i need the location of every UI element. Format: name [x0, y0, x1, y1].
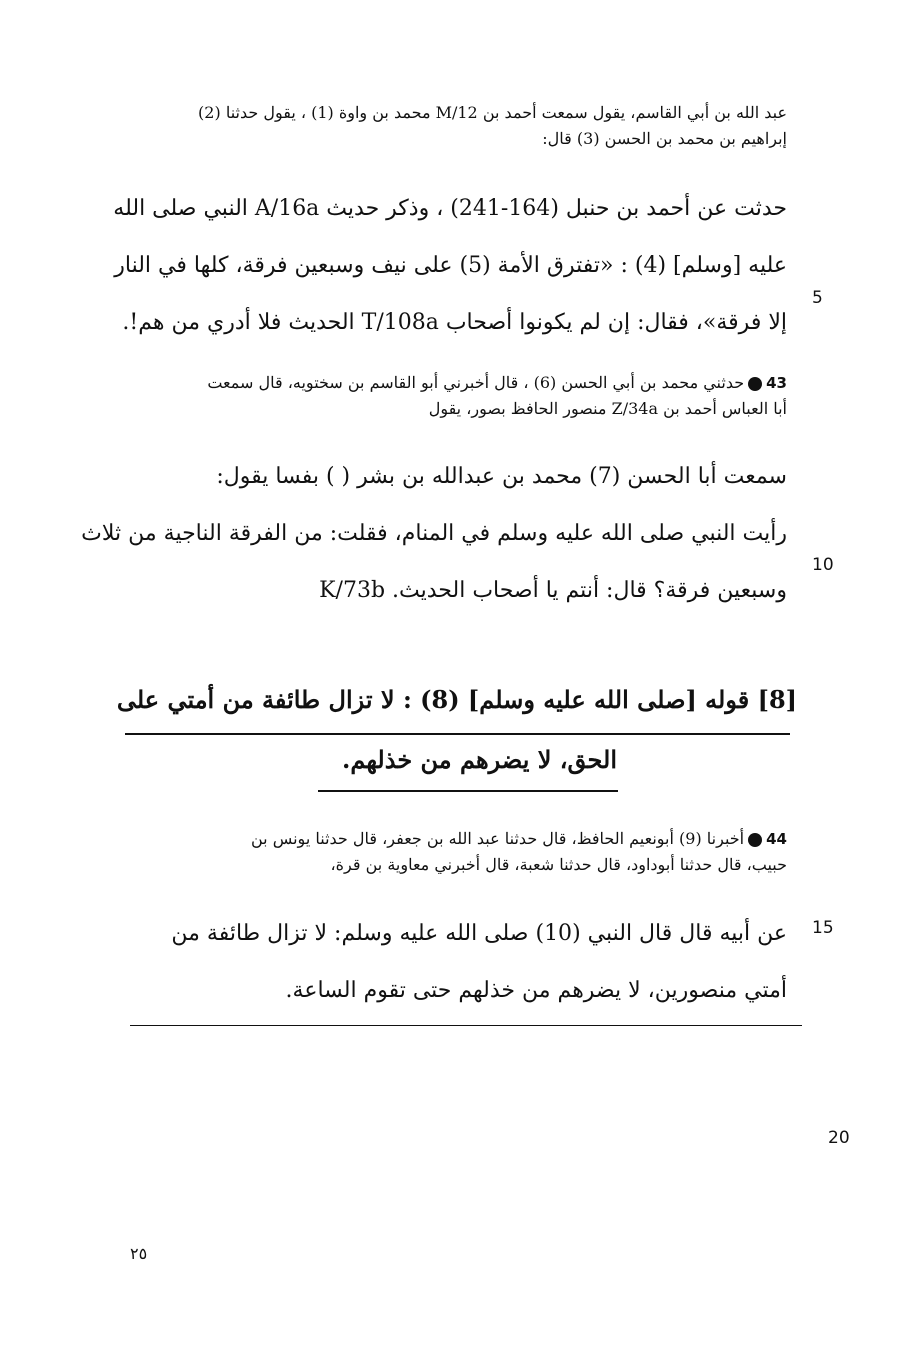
chapter-heading-line-1: [8] قوله [صلى الله عليه وسلم] (8) : لا تزال طائفة من أمتي على — [116, 685, 797, 714]
hadith-number: 44 — [766, 830, 787, 848]
footnote-separator — [130, 1025, 802, 1026]
isnad-line: حبيب، قال حدثنا أبوداود، قال حدثنا شعبة، قال أخبرني معاوية بن قرة، — [330, 855, 787, 874]
bullet-icon — [748, 833, 762, 847]
matn-line: حدثت عن أحمد بن حنبل (164-241) ، وذكر حديث A/16a النبي صلى الله — [113, 196, 787, 221]
line-number: 10 — [812, 555, 834, 575]
chapter-heading-line-2: الحق، لا يضرهم من خذلهم. — [342, 745, 617, 774]
isnad-block-1 — [97, 100, 787, 152]
matn-line: وسبعين فرقة؟ قال: أنتم يا أصحاب الحديث. K/73b — [319, 578, 787, 603]
matn-block-1 — [97, 180, 787, 351]
matn-line: عن أبيه قال قال النبي (10) صلى الله عليه وسلم: لا تزال طائفة من — [171, 921, 787, 946]
matn-block-2 — [81, 448, 787, 619]
line-number: 15 — [812, 918, 834, 938]
matn-line: عليه [وسلم] (4) : «تفترق الأمة (5) على نيف وسبعين فرقة، كلها في النار — [114, 253, 787, 278]
isnad-block-3 — [97, 826, 787, 878]
bullet-icon — [748, 377, 762, 391]
line-number: 20 — [828, 1128, 850, 1148]
matn-line: أمتي منصورين، لا يضرهم من خذلهم حتى تقوم الساعة. — [285, 978, 787, 1003]
matn-line: إلا فرقة»، فقال: إن لم يكونوا أصحاب T/108a الحديث فلا أدري من هم!. — [122, 310, 787, 335]
chapter-underline-1 — [125, 733, 790, 735]
isnad-line: إبراهيم بن محمد بن الحسن (3) قال: — [542, 129, 787, 148]
matn-line: سمعت أبا الحسن (7) محمد بن عبدالله بن بشر ( ) بفسا يقول: — [216, 464, 787, 489]
hadith-number: 43 — [766, 374, 787, 392]
isnad-text: حدثني محمد بن أبي الحسن (6) ، قال أخبرني أبو القاسم بن سختويه، قال سمعت — [207, 373, 745, 392]
isnad-text: أخبرنا (9) أبونعيم الحافظ، قال حدثنا عبد الله بن جعفر، قال حدثنا يونس بن — [250, 829, 745, 848]
isnad-line: عبد الله بن أبي القاسم، يقول سمعت أحمد بن M/12 محمد بن واوة (1) ، يقول حدثنا (2) — [198, 103, 787, 122]
line-number: 5 — [812, 288, 823, 308]
isnad-line: أبا العباس أحمد بن Z/34a منصور الحافظ بصور، يقول — [428, 399, 787, 418]
isnad-block-2 — [97, 370, 787, 422]
page-number: ٢٥ — [130, 1244, 148, 1263]
isnad-line — [97, 370, 787, 396]
isnad-line — [97, 826, 787, 852]
matn-block-3 — [97, 905, 787, 1019]
matn-line: رأيت النبي صلى الله عليه وسلم في المنام، فقلت: من الفرقة الناجية من ثلاث — [81, 521, 787, 546]
chapter-underline-2 — [318, 790, 618, 792]
